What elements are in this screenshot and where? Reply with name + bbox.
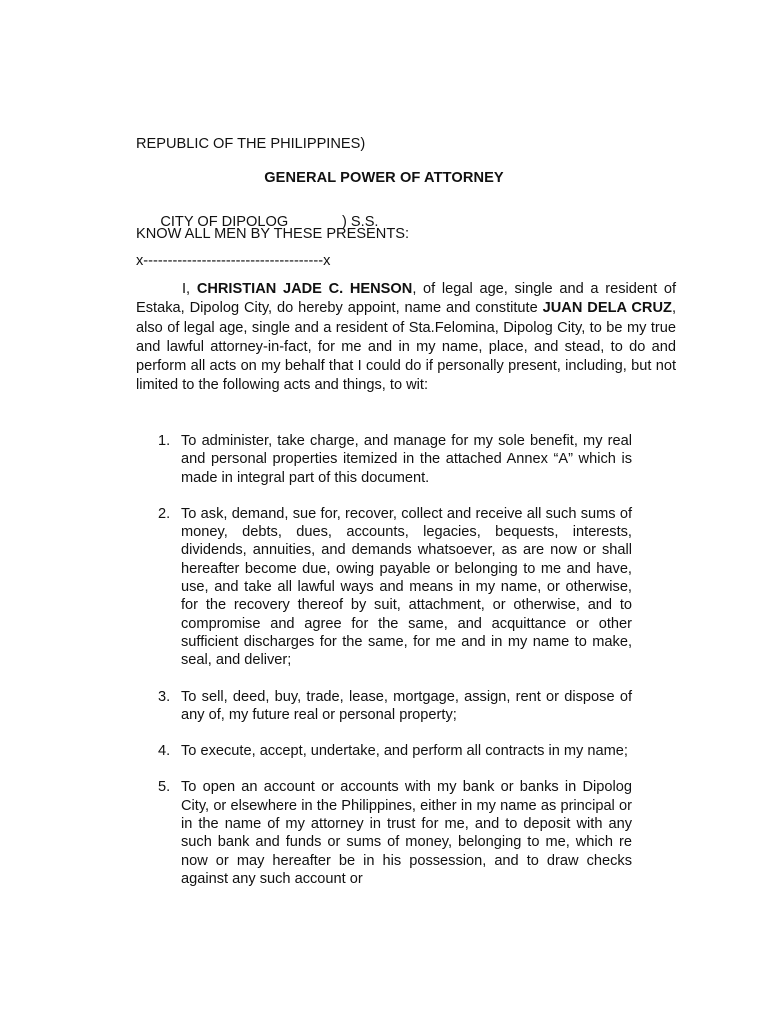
caption-city: CITY OF DIPOLOG: [160, 214, 289, 230]
caption-divider: x-------------------------------------x: [136, 253, 331, 269]
list-item-number: 2.: [158, 505, 171, 522]
attorney-name: JUAN DELA CRUZ: [542, 300, 672, 317]
caption-city-line: [136, 194, 379, 230]
list-item: [136, 742, 676, 760]
list-item-text: To ask, demand, sue for, recover, collect and receive all such sums of money, debts, dues, accounts, legacies, bequests, interests, dividends, annuities, and demands whatsoever, as are now or shall hereafter become due, owing payable or belonging to me and have, use, and take all lawful ways and means in my name, or otherwise, for the recovery thereof by suit, attachment, or otherwise, and to compromise and agree for the same, and acquittance or other sufficient discharges for the same, for me and in my name to make, seal, and deliver;: [181, 505, 632, 669]
list-item-number: 1.: [158, 433, 171, 449]
list-item: [136, 778, 676, 888]
list-item-text: To execute, accept, undertake, and perform all contracts in my name;: [181, 743, 628, 760]
intro-paragraph: [136, 280, 676, 396]
caption-republic: REPUBLIC OF THE PHILIPPINES): [136, 136, 366, 152]
list-item: [136, 505, 676, 670]
list-item: [136, 688, 676, 725]
powers-list: [136, 432, 676, 906]
intro-text-3: , also of legal age, single and a resident of Sta.Felomina, Dipolog City, to be my true and lawful attorney-in-fact, for me and in my name, place, and stead, to do and perform all acts on my behalf that I could do if personally present, including, but not limited to the following acts and things, to wit:: [136, 300, 676, 394]
principal-name: CHRISTIAN JADE C. HENSON: [196, 281, 413, 297]
list-item-number: 3.: [158, 688, 171, 705]
list-item: [136, 432, 676, 487]
list-item-number: 4.: [158, 743, 171, 760]
greeting: KNOW ALL MEN BY THESE PRESENTS:: [136, 226, 410, 242]
list-item-text: To sell, deed, buy, trade, lease, mortgage, assign, rent or dispose of any of, my future real or personal property;: [181, 688, 632, 723]
caption-ss: ) S.S.: [342, 214, 379, 230]
document-title: GENERAL POWER OF ATTORNEY: [264, 170, 504, 186]
intro-text-2: , of legal age, single and a resident of Estaka, Dipolog City, do hereby appoint, name and constitute: [136, 281, 677, 317]
list-item-text: To administer, take charge, and manage for my sole benefit, my real and personal properties itemized in the attached Annex “A” which is made in integral part of this document.: [181, 433, 632, 486]
intro-text-1: I,: [182, 281, 197, 297]
case-caption: [136, 96, 379, 311]
list-item-number: 5.: [158, 779, 171, 796]
list-item-text: To open an account or accounts with my bank or banks in Dipolog City, or elsewhere in the Philippines, either in my name as principal or in the name of my attorney in trust for me, and to deposit with any such bank and funds or sums of money, belonging to me, which re now or may hereafter be in his possession, and to draw checks against any such account or: [181, 779, 632, 887]
